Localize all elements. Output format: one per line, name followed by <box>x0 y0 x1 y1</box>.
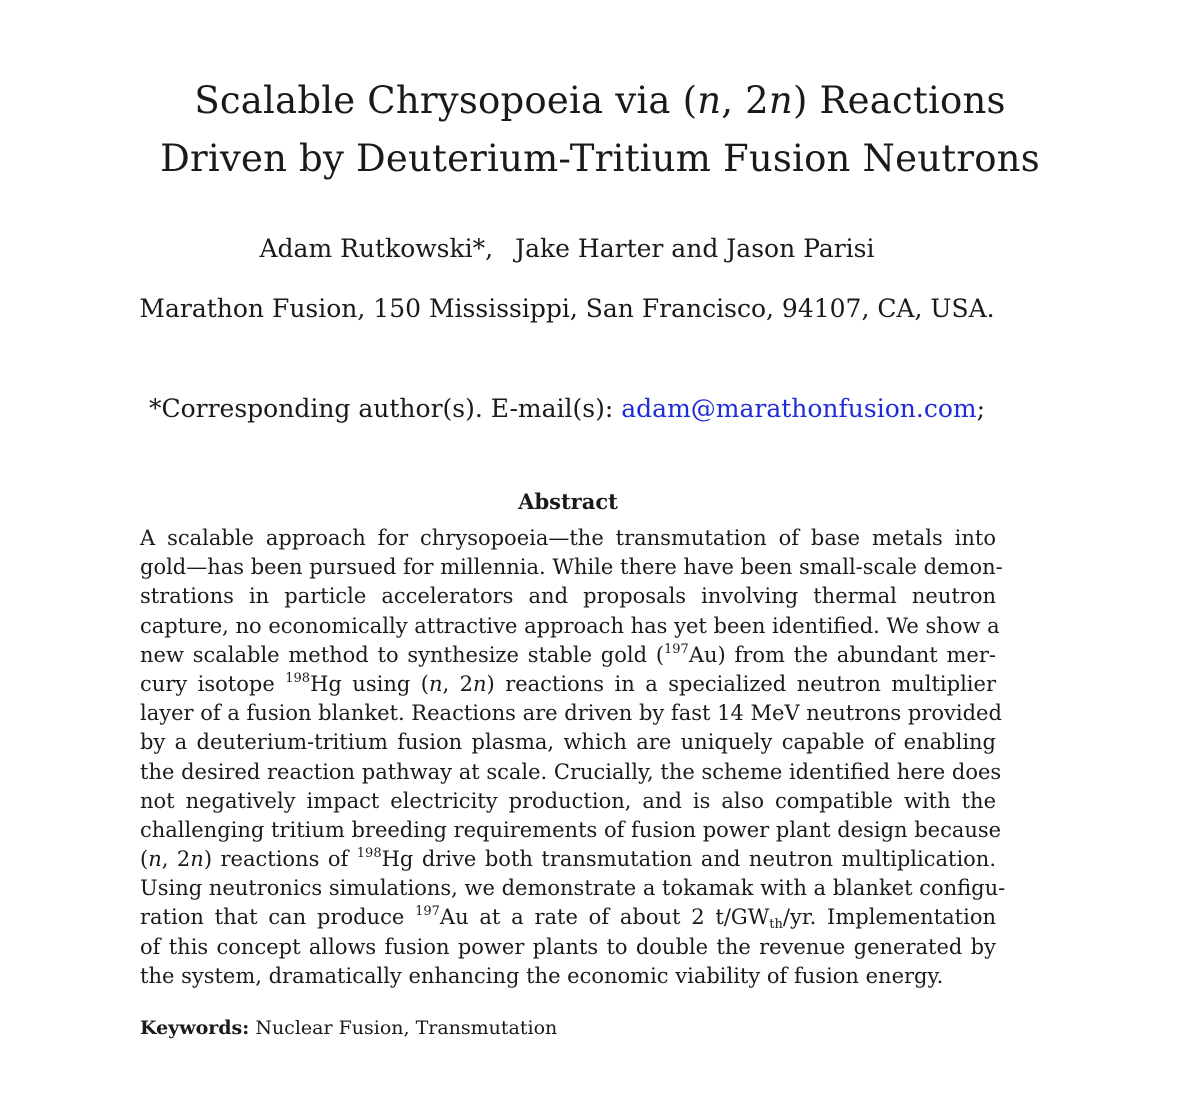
abstract-line: cury isotope $^{198}$Hg using (n, 2n) reactions in a specialized neutron multiplier <box>140 670 996 696</box>
abstract-line: ration that can produce $^{197}$Au at a rate of about 2 $t/GW_{th}/yr$. Implementation <box>140 904 996 933</box>
abstract-line: layer of a fusion blanket. Reactions are driven by fast 14 MeV neutrons provided <box>140 701 1002 726</box>
title-line-1: Scalable Chrysopoeia via (n, 2n) Reactions <box>194 79 1006 122</box>
abstract-line: strations in particle accelerators and proposals involving thermal neutron <box>140 584 996 609</box>
abstract-line: by a deuterium-tritium fusion plasma, which are uniquely capable of enabling <box>140 730 996 755</box>
corresponding-label: *Corresponding author(s). E-mail(s): <box>148 394 614 423</box>
abstract-line: the system, dramatically enhancing the economic viability of fusion energy. <box>140 963 944 988</box>
email-link[interactable]: adam@marathonfusion.com <box>621 394 977 423</box>
abstract-line: challenging tritium breeding requirements of fusion power plant design because <box>140 817 1002 842</box>
affiliation: Marathon Fusion, 150 Mississippi, San Francisco, 94107, CA, USA. <box>139 294 995 323</box>
author-first: Adam Rutkowski*, <box>259 234 494 263</box>
keywords <box>140 1014 557 1042</box>
abstract-line: new scalable method to synthesize stable gold ($^{197}$Au) from the abundant mer- <box>140 641 996 667</box>
abstract-line: of this concept allows fusion power plants to double the revenue generated by <box>140 934 996 959</box>
keywords-label: Keywords: <box>140 1017 250 1039</box>
abstract-line: gold—has been pursued for millennia. While there have been small-scale demon- <box>140 555 1003 580</box>
abstract-line: capture, no economically attractive approach has yet been identified. We show a <box>140 613 1000 638</box>
abstract-line: A scalable approach for chrysopoeia—the transmutation of base metals into <box>140 526 996 550</box>
title-line-2: Driven by Deuterium-Tritium Fusion Neutrons <box>160 137 1040 180</box>
abstract-line: the desired reaction pathway at scale. Crucially, the scheme identified here does <box>140 759 1002 784</box>
abstract-line: (n, 2n) reactions of $^{198}$Hg drive both transmutation and neutron multiplication. <box>140 846 997 872</box>
abstract-line: not negatively impact electricity production, and is also compatible with the <box>140 788 996 813</box>
keywords-value: Nuclear Fusion, Transmutation <box>255 1017 558 1039</box>
abstract-heading: Abstract <box>518 489 618 514</box>
paper-title <box>60 72 1140 188</box>
abstract-line: Using neutronics simulations, we demonstrate a tokamak with a blanket configu- <box>140 876 1006 901</box>
author-others: Jake Harter and Jason Parisi <box>515 234 875 263</box>
author-list <box>0 232 1134 266</box>
abstract-body <box>140 524 1006 991</box>
corresponding-author: *Corresponding author(s). E-mail(s): adam@marathonfusion.com; <box>148 394 986 423</box>
